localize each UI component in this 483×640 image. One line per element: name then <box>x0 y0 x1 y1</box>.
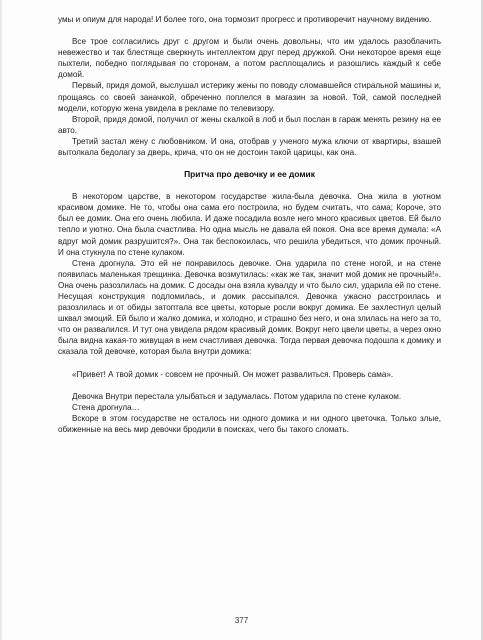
paragraph: Стена дрогнула… <box>72 402 140 412</box>
paragraph-gap <box>58 180 441 191</box>
paragraph: Девочка Внутри перестала улыбаться и задумалась. Потом ударила по стене кулаком. <box>72 391 402 401</box>
paragraph: Второй, придя домой, получил от жены скалкой в лоб и был послан в гараж менять резину на ее авто. <box>58 114 441 135</box>
paragraph-gap <box>58 25 441 36</box>
quote-paragraph: «Привет! А твой домик - совсем не прочный. Он может развалиться. Проверь сама». <box>72 369 394 379</box>
paragraph-continued: умы и опиум для народа! И более того, она тормозит прогресс и противоречит научному видению. <box>58 15 432 24</box>
section-title: Притча про девочку и ее домик <box>184 169 315 180</box>
paragraph: Все трое согласились друг с другом и были очень довольны, что им удалось разоблачить невежество и так блестяще сверкнуть интеллектом друг перед дружкой. Они некоторое время еще пыхтели, победно поглядывая по сторонам, а потом расплощались и разошлись каждый к себе домой. <box>58 37 441 80</box>
paragraph-gap <box>58 380 441 391</box>
paragraph: В некотором царстве, в некотором государстве жила-была девочка. Она жила в уютном красивом домике. Не то, чтобы она сама его построила, но будем считать, что сама; Короче, это был ее домик. Она его очень любила. И даже посадила возле него много красивых цветов. Ей было тепло и уютно. Она была счастлива. Но одна мысль не давала ей покоя. Она все время думала: «А вдруг мой домик разрушится?». Она так беспокоилась, что решила убедиться, что домик прочный. И она стукнула по стене кулаком. <box>58 192 441 257</box>
page-left-edge <box>0 0 2 640</box>
paragraph: Стена дрогнула. Это ей не понравилось девочке. Она ударила по стене ногой, и на стене появилась маленькая трещинка. Девочка возмутилась: «как же так, значит мой домик не прочный!». Она очень разозлилась на домик. С досады она взяла кувалду и что было сил, ударила ей по стене. Несущая конструкция подломилась, и домик рассыпался. Девочка ужасно расстроилась и разозлилась и от обиды затоптала все цветы, которые росли вокруг домика. Ее захлестнул целый шквал эмоций. Ей было и жалко домика, и холодно, и страшно без него, и она злилась на него за то, что он развалился. И тут она увидела рядом красивый домик. Вокруг него цвели цветы, а через окно была видна какая-то живущая в нем счастливая девочка. Тогда первая девочка подошла к домику и сказала той девочке, которая была внутри домика: <box>58 258 441 357</box>
page-number: 377 <box>234 616 249 625</box>
paragraph: Третий застал жену с любовником. И она, отобрав у ученого мужа ключи от квартиры, взашей вытолкала бедолагу за дверь, крича, что он не достоин такой царицы, как она. <box>58 136 441 158</box>
page-text <box>58 14 441 435</box>
paragraph: Первый, придя домой, выслушал истерику жены по поводу сломавшейся стиральной машины и, прощаясь со своей заначкой, обреченно поплелся в магазин за новой. Той, самой последней модели, которую жена увидела в рекламе по телевизору. <box>58 81 441 113</box>
paragraph: Вскоре в этом государстве не осталось ни одного домика и ни одного цветочка. Только злые, обиженные на весь мир девочки бродили в поисках, чего бы такого сломать. <box>58 413 441 434</box>
paragraph-gap <box>58 358 441 369</box>
paragraph-gap <box>58 158 441 169</box>
